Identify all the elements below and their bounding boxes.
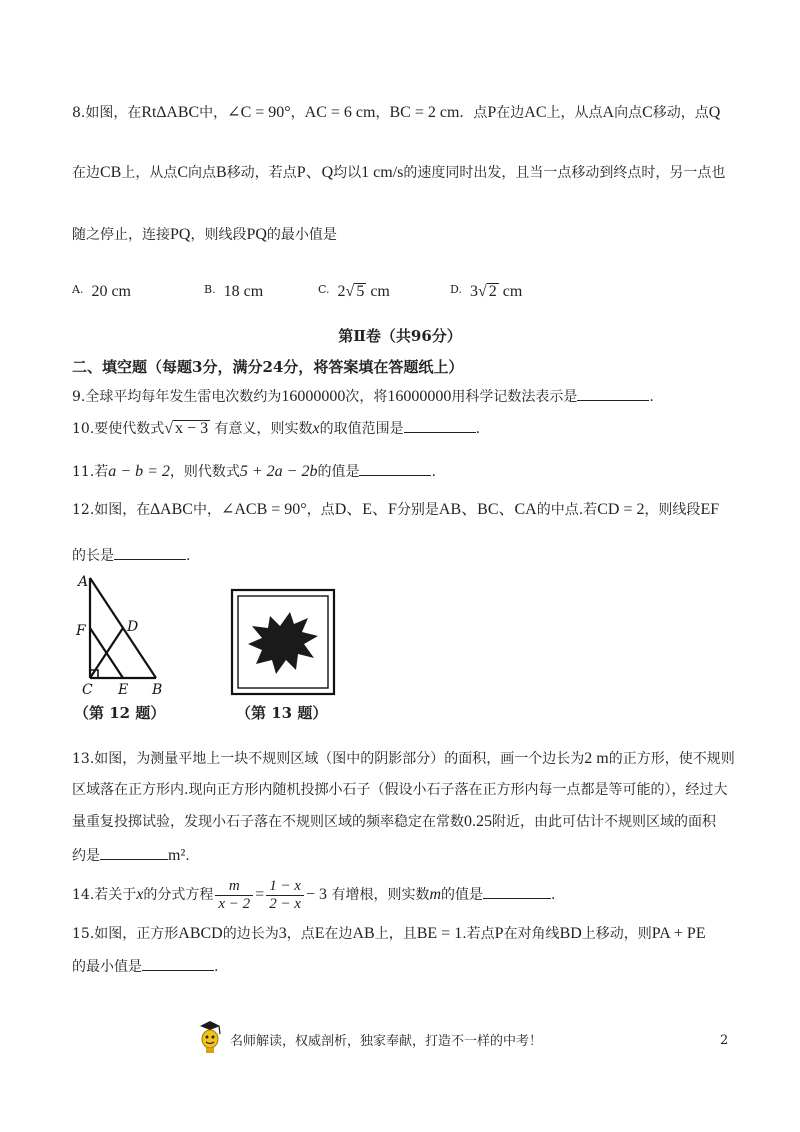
figure-12-caption: （第 12 题） [74, 704, 166, 722]
text: 在边 [324, 926, 353, 942]
math: ∠ACB = 90° [220, 501, 307, 518]
q12-line-1 [72, 500, 732, 520]
math: a − b = 2 [108, 463, 170, 480]
math: PQ [246, 226, 267, 243]
figure-13-square [230, 588, 336, 696]
math: AB、BC、CA [438, 501, 537, 518]
q9 [72, 386, 732, 407]
footer-slogan: 名师解读，权威剖析，独家奉献，打造不一样的中考！ [230, 1034, 543, 1049]
math: m [429, 886, 442, 903]
answer-blank[interactable] [114, 545, 186, 560]
answer-blank[interactable] [483, 884, 551, 899]
math: 2 m [584, 750, 609, 767]
fraction-left [215, 878, 253, 913]
math: ∠C = 90° [227, 104, 291, 121]
math: E [314, 925, 325, 942]
q13-line-1 [72, 749, 735, 769]
q13-line-2: 区域落在正方形内.现向正方形内随机投掷小石子（假设小石子落在正方形内每一点都是等可能的），经过大 [72, 782, 728, 798]
text: .若点 [462, 926, 495, 942]
text: 中， [199, 105, 228, 121]
text: ，则代数式 [169, 464, 240, 480]
text: 量重复投掷试验，发现小石子落在不规则区域的频率稳定在常数 [72, 814, 464, 830]
text: . [475, 421, 481, 437]
text: 在边 [496, 105, 525, 121]
q13-line-4 [72, 845, 732, 866]
text: . [185, 848, 190, 864]
label-a: A [78, 574, 89, 590]
text: 上，从点 [121, 165, 178, 181]
q14 [72, 876, 732, 914]
q12-line-2 [72, 545, 732, 566]
text: ，点 [306, 502, 335, 518]
math: A [602, 104, 615, 121]
math: ∆ABC [150, 501, 193, 518]
option-letter: A. [72, 283, 84, 296]
text: 的速度同时出发，且当一点移动到终点时，另一点也 [403, 165, 726, 181]
option-value: 20 cm [91, 283, 131, 300]
fraction-right [266, 878, 304, 913]
scholar-mascot-icon [196, 1020, 224, 1054]
math: 16000000 [281, 388, 346, 405]
page-number: 2 [720, 1033, 729, 1048]
text: . [214, 959, 219, 975]
option-value: 3√ 2 cm [469, 283, 523, 300]
text: 上移动，则 [581, 926, 652, 942]
text: 15.如图，正方形 [72, 926, 179, 942]
sqrt-expression: √ x − 3 [164, 420, 209, 437]
q15-line-1 [72, 924, 732, 944]
label-c: C [82, 682, 93, 698]
option-value: 18 cm [223, 283, 264, 300]
text: 在边 [72, 165, 100, 181]
text: ．点 [459, 105, 488, 121]
answer-blank[interactable] [404, 418, 476, 433]
text: 的取值范围是 [319, 421, 404, 437]
text: 8.如图，在 [72, 105, 142, 121]
text: 用科学记数法表示是 [451, 389, 578, 405]
math: BD [559, 925, 582, 942]
math: AC [524, 104, 547, 121]
text: 13.如图，为测量平地上一块不规则区域（图中的阴影部分）的面积，画一个边长为 [72, 751, 585, 767]
numerator: 1 − x [266, 878, 304, 896]
math: P [487, 104, 497, 121]
label-b: B [152, 682, 163, 698]
option-letter: C. [318, 283, 330, 296]
math: EF [700, 501, 720, 518]
text: . [431, 464, 436, 480]
text: 次，将 [345, 389, 388, 405]
math: BC = 2 cm [389, 104, 460, 121]
option-b [204, 283, 263, 301]
math: 5 + 2a − 2b [239, 463, 318, 480]
text: 有意义，则实数 [214, 421, 313, 437]
text: 上，从点 [546, 105, 603, 121]
option-value: 2√ 5 cm [337, 283, 390, 300]
text: ，则线段 [644, 502, 701, 518]
text: 的中点.若 [536, 502, 598, 518]
label-e: E [118, 682, 129, 698]
math: x [136, 886, 144, 903]
text: 的值是 [441, 887, 484, 903]
irregular-shaded-region [248, 612, 318, 674]
text: 11.若 [72, 464, 109, 480]
math: = [255, 886, 265, 903]
math: m² [168, 847, 186, 864]
text: 的值是 [317, 464, 360, 480]
answer-blank[interactable] [577, 386, 649, 401]
text: 上，且 [374, 926, 417, 942]
text: . [551, 887, 556, 903]
math: 16000000 [387, 388, 452, 405]
math: 3 [278, 925, 287, 942]
text: 在对角线 [503, 926, 560, 942]
text: ，则线段 [190, 227, 247, 243]
text: 10.要使代数式 [72, 421, 165, 437]
denominator: x − 2 [218, 895, 251, 912]
text: 有增根，则实数 [331, 887, 430, 903]
math: P、Q [296, 164, 334, 181]
q8-line-2 [72, 163, 732, 183]
math: − 3 [305, 886, 327, 903]
section-title: 第Ⅱ卷（共96分） [338, 327, 462, 345]
unit: cm [370, 283, 390, 300]
text: . [186, 548, 191, 564]
text: 约是 [72, 848, 100, 864]
text: 的长是 [72, 548, 114, 564]
answer-blank[interactable] [100, 845, 168, 860]
radicand: 5 [356, 283, 365, 300]
math: B [216, 164, 227, 181]
text: 分别是 [396, 502, 439, 518]
denominator: 2 − x [269, 895, 301, 912]
coef: 3 [469, 283, 478, 300]
answer-blank[interactable] [142, 956, 214, 971]
math: ABCD [178, 925, 223, 942]
label-d: D [127, 619, 139, 635]
text: 均以 [333, 165, 362, 181]
math: CB [100, 164, 122, 181]
option-a [72, 283, 131, 301]
text: 的边长为 [222, 926, 279, 942]
math: AC = 6 cm [304, 104, 376, 121]
math: 1 cm/s [361, 164, 404, 181]
coef: 2 [337, 283, 346, 300]
text: . [649, 389, 654, 405]
unit: cm [502, 283, 523, 300]
text: 的最小值是 [72, 959, 142, 975]
math: PA + PE [651, 925, 706, 942]
option-c [318, 283, 390, 301]
math: PQ [170, 226, 191, 243]
answer-blank[interactable] [359, 461, 431, 476]
text: 的分式方程 [143, 887, 214, 903]
text: 9.全球平均每年发生雷电次数约为 [72, 389, 282, 405]
figure-12-triangle [72, 574, 182, 698]
math: C [642, 104, 653, 121]
math: 0.25 [464, 813, 492, 830]
q15-line-2 [72, 956, 732, 977]
text: ， [375, 105, 390, 121]
q13-line-3 [72, 812, 732, 832]
figure-13-caption: （第 13 题） [236, 704, 328, 722]
math: Q [708, 104, 721, 121]
text: 附近，由此可估计不规则区域的面积 [492, 814, 716, 830]
option-d [450, 283, 522, 301]
option-letter: B. [204, 283, 216, 296]
radicand: x − 3 [175, 420, 209, 437]
math: P [494, 925, 504, 942]
q8-line-3 [72, 225, 732, 245]
q11 [72, 461, 732, 482]
q10 [72, 418, 732, 439]
q8-line-1 [72, 103, 732, 123]
math: CD = 2 [597, 501, 645, 518]
math: C [177, 164, 189, 181]
text: 中， [192, 502, 221, 518]
text: 向点 [188, 165, 217, 181]
text: 移动，点 [652, 105, 709, 121]
math: x [312, 420, 320, 437]
label-f: F [76, 623, 86, 639]
text: 移动，若点 [226, 165, 297, 181]
text: 的最小值是 [266, 227, 337, 243]
section-subtitle: 二、填空题（每题3分，满分24分，将答案填在答题纸上） [72, 358, 464, 376]
text: ， [290, 105, 305, 121]
text: ，点 [286, 926, 315, 942]
math: D、E、F [334, 501, 397, 518]
math: AB [352, 925, 375, 942]
option-letter: D. [450, 283, 462, 296]
math: BE = 1 [416, 925, 463, 942]
text: 向点 [614, 105, 643, 121]
text: 14.若关于 [72, 887, 137, 903]
text: 12.如图，在 [72, 502, 151, 518]
text: 随之停止，连接 [72, 227, 170, 243]
numerator: m [215, 878, 253, 896]
math: Rt∆ABC [141, 104, 200, 121]
radicand: 2 [488, 283, 497, 300]
text: 的正方形，使不规则 [608, 751, 735, 767]
